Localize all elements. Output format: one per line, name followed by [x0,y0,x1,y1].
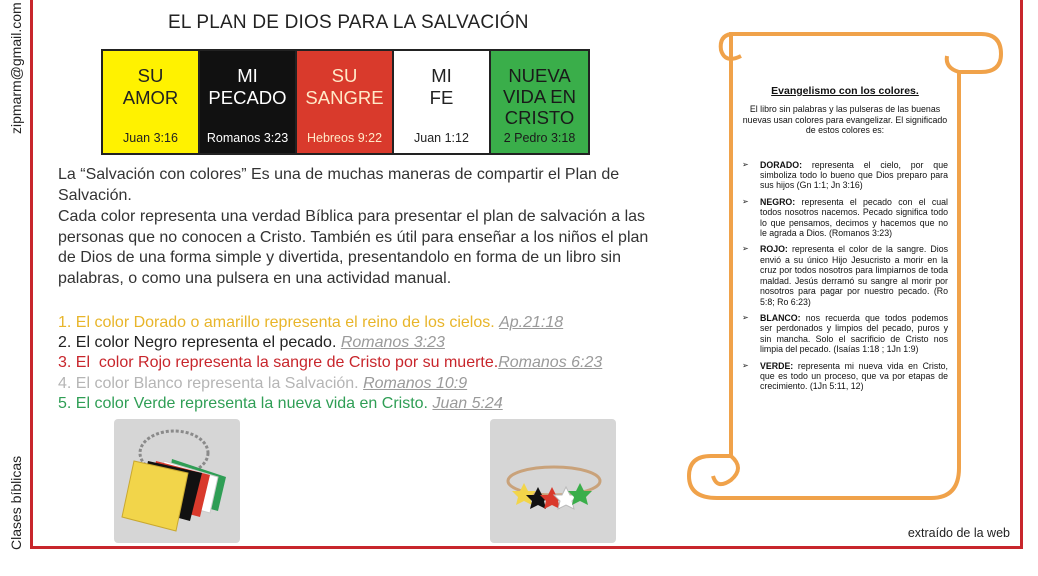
arrow-bullet-icon: ➢ [742,196,749,206]
scroll-list-item [742,197,948,239]
color-box [491,51,588,153]
list-item-reference-link[interactable]: Romanos 10:9 [363,374,468,392]
scroll-item-body: representa el color de la sangre. Dios envió a su único Hijo Jesucristo a morir en la cruz por todos nosotros para limpiarnos de toda maldad. Jesús derramó su sangre al morir por nosotros para pagar por nuestro pecado. (Ro 5:8; Ro 6:23) [760,244,948,307]
arrow-bullet-icon: ➢ [742,244,749,254]
color-box-reference: Romanos 3:23 [206,131,289,145]
color-table [101,49,590,155]
scroll-heading: Evangelismo con los colores. [771,85,919,97]
list-item-reference-link[interactable]: Romanos 6:23 [498,354,603,372]
footer-source: extraído de la web [907,526,1010,540]
list-item [58,333,602,353]
list-item-reference-link[interactable]: Ap.21:18 [499,314,564,331]
bracelet-illustration [490,419,616,543]
scroll-items [742,160,948,392]
list-item-text: 3. El color Rojo representa la sangre de Cristo por su muerte. [58,354,499,372]
arrow-bullet-icon: ➢ [742,159,749,169]
list-item-reference-link[interactable]: Juan 5:24 [432,394,503,412]
arrow-bullet-icon: ➢ [742,360,749,370]
side-classes: Clases bíblicas [8,455,24,550]
list-item-text: 2. El color Negro representa el pecado. [58,334,341,352]
scroll-list-item [742,244,948,306]
scroll-item-label: DORADO: [760,159,803,170]
explanation-paragraph: Cada color representa una verdad Bíblica para presentar el plan de salvación a las personas que no conocen a Cristo. También es útil para enseñar a los niños el plan de Dios de una forma simple y divertida, presentandolo en forma de un libro sin palabras, o como una pulsera en una actividad manual. [58,208,649,287]
scroll-item-label: ROJO: [760,244,788,255]
scroll-item-label: VERDE: [760,360,794,371]
color-box [103,51,200,153]
scroll-list-item [742,361,948,392]
color-box-word: MI FE [429,65,454,108]
wordless-book-image [114,419,240,543]
color-box-reference: 2 Pedro 3:18 [503,131,576,145]
scroll-list-item [742,313,948,355]
color-box [297,51,394,153]
list-item-text: 4. El color Blanco representa la Salvación. [58,374,364,392]
color-box [394,51,491,153]
scroll-item-text [760,160,948,191]
arrow-bullet-icon: ➢ [742,312,749,322]
scroll-item-body: representa el cielo, por que simboliza todo lo bueno que Dios preparo para sus hijos (Gn 1:1; Jn 3:16) [760,159,948,191]
color-box-reference: Hebreos 9:22 [306,131,383,145]
color-box-word: MI PECADO [208,65,287,108]
list-item-text: 1. El color Dorado o amarillo representa el reino de los cielos. [58,314,500,331]
scroll-item-body: representa mi nueva vida en Cristo, que es todo un proceso, que va por etapas de crecimiento. (1Jn 5:11, 12) [760,360,948,392]
list-item-text: 5. El color Verde representa la nueva vida en Cristo. [58,394,433,412]
list-item [58,353,602,373]
scroll-item-label: BLANCO: [760,312,801,323]
bracelet-image [490,419,616,543]
color-box-word: SU SANGRE [305,65,384,108]
color-box-reference: Juan 1:12 [414,131,469,145]
scroll-item-text [760,361,948,392]
scroll-item-text [760,244,948,306]
scroll-item-body: representa el pecado con el cual todos nosotros nacemos. Pecado significa todo lo que pensamos, decimos y hacemos que no le agrada a Dios. (Romanos 3:23) [760,196,948,239]
scroll-intro: El libro sin palabras y las pulseras de las buenas nuevas usan colores para evangelizar. El significado de estos colores es: [742,104,948,136]
list-item [58,374,602,394]
page-title: EL PLAN DE DIOS PARA LA SALVACIÓN [168,12,529,33]
scroll-item-body: nos recuerda que todos podemos ser perdonados y limpios del pecado, puros y sin mancha. Solo el sacrificio de Cristo nos limpia del pecado. (Isaías 1:18 ; 1Jn 1:9) [760,312,948,355]
list-item-reference-link[interactable]: Romanos 3:23 [340,334,445,352]
scroll-item-label: NEGRO: [760,196,796,207]
color-box [200,51,297,153]
list-item [58,394,602,414]
color-box-reference: Juan 3:16 [123,131,178,145]
intro-paragraph: La “Salvación con colores” Es una de muchas maneras de compartir el Plan de Salvación. [58,166,620,204]
color-list [58,313,602,414]
scroll-item-text [760,197,948,239]
color-box-word: NUEVA VIDA EN CRISTO [503,65,576,128]
color-box-word: SU AMOR [122,65,179,108]
list-item [58,313,602,333]
side-email: zipmarm@gmail.com [8,2,24,134]
wordless-book-illustration [114,419,240,543]
scroll-content [742,86,948,398]
scroll-item-text [760,313,948,355]
scroll-list-item [742,160,948,191]
